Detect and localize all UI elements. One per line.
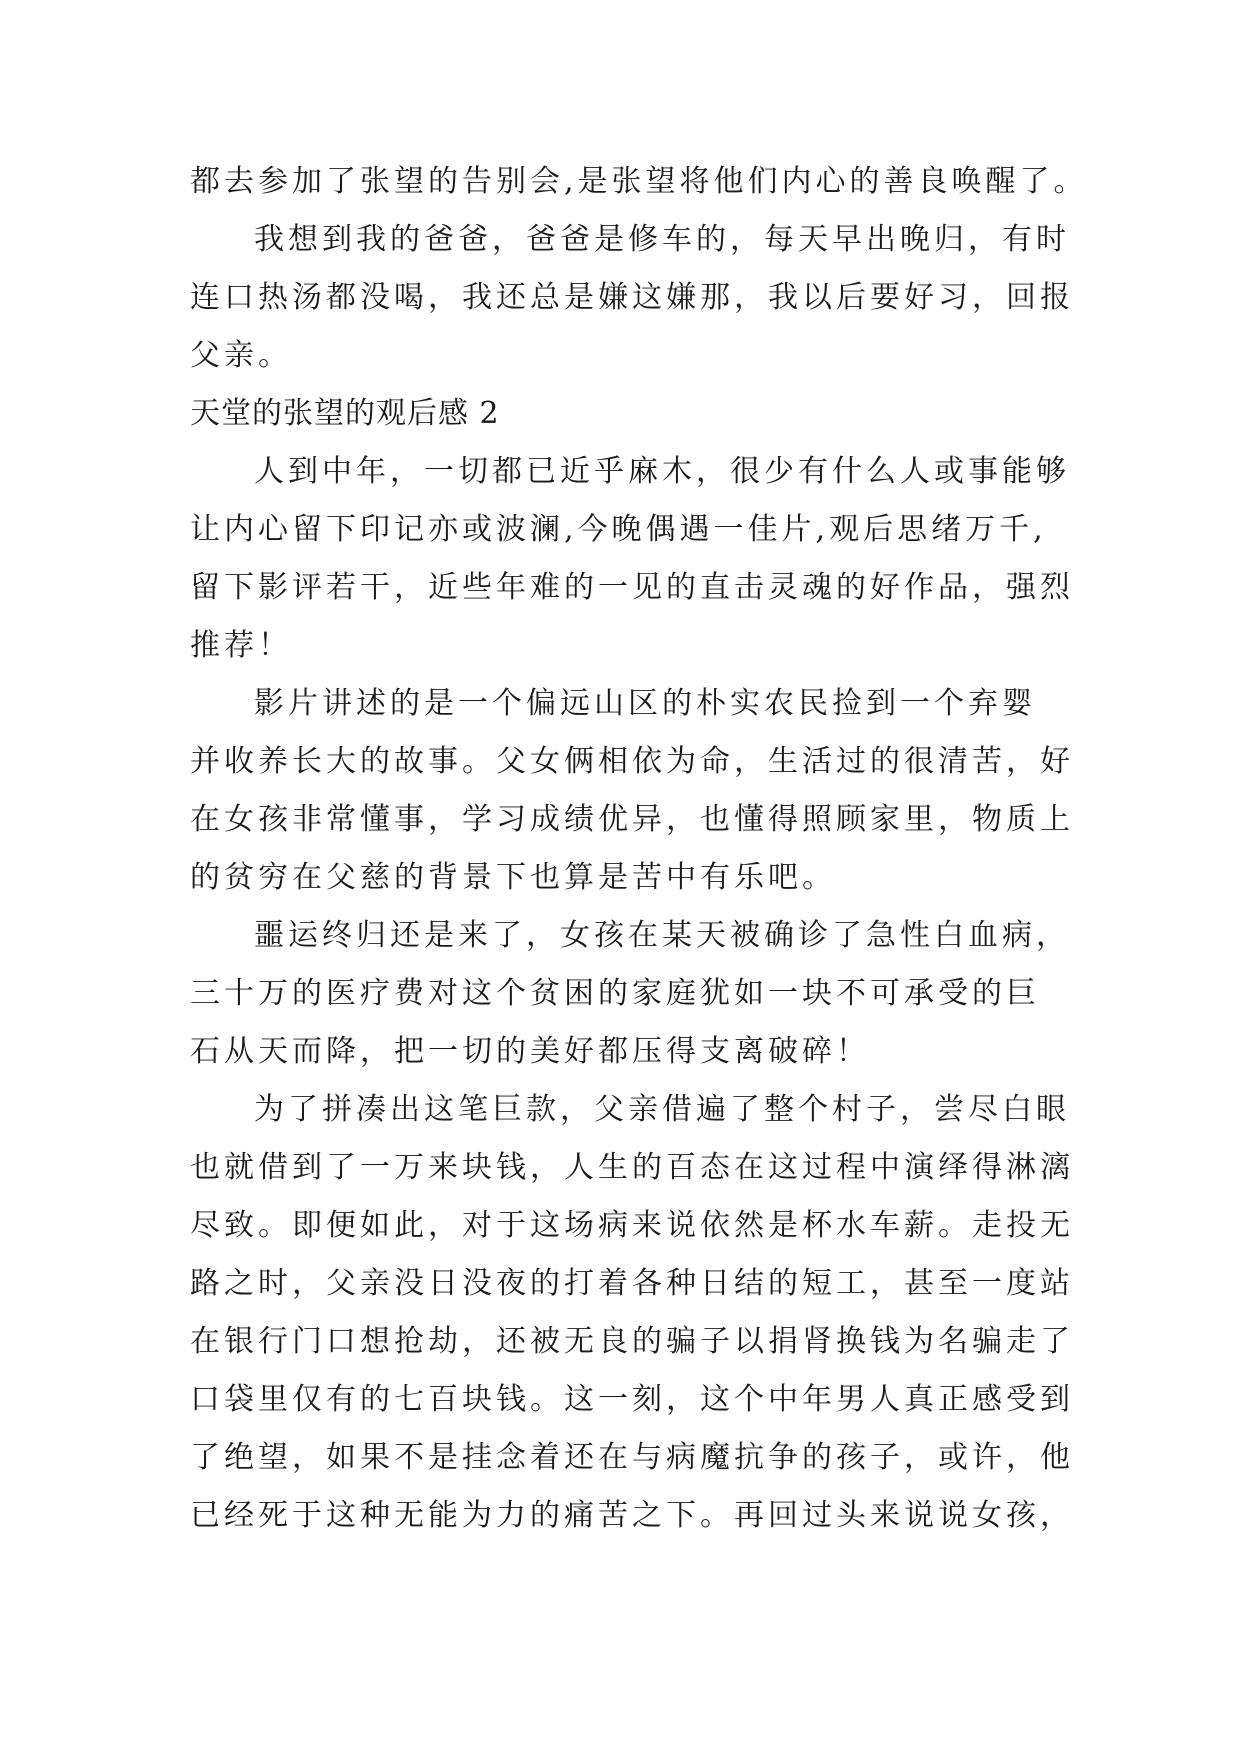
- section-heading: 天堂的张望的观后感 2: [190, 396, 500, 431]
- text-line: 尽致。即便如此，对于这场病来说依然是杯水车薪。走投无: [190, 1208, 1074, 1243]
- text-line: 路之时，父亲没日没夜的打着各种日结的短工，甚至一度站: [190, 1266, 1074, 1301]
- document-body: [190, 153, 1090, 1545]
- paragraph-start-line: 噩运终归还是来了，女孩在某天被确诊了急性白血病，: [254, 918, 1070, 953]
- paragraph-start-line: 人到中年，一切都已近乎麻木，很少有什么人或事能够: [254, 454, 1070, 489]
- paragraph-start-line: 为了拼凑出这笔巨款，父亲借遍了整个村子，尝尽白眼: [254, 1092, 1070, 1127]
- paragraph-start-line: 我想到我的爸爸，爸爸是修车的，每天早出晚归，有时: [254, 222, 1070, 257]
- text-line: 也就借到了一万来块钱，人生的百态在这过程中演绎得淋漓: [190, 1150, 1074, 1185]
- text-line: 让内心留下印记亦或波澜,今晚偶遇一佳片,观后思绪万千,: [190, 512, 1047, 547]
- text-line: 并收养长大的故事。父女俩相依为命，生活过的很清苦，好: [190, 744, 1074, 779]
- text-line: 连口热汤都没喝，我还总是嫌这嫌那，我以后要好习，回报: [190, 280, 1074, 315]
- text-line: 石从天而降，把一切的美好都压得支离破碎！: [190, 1034, 870, 1069]
- paragraph-start-line: 影片讲述的是一个偏远山区的朴实农民捡到一个弃婴: [254, 686, 1036, 721]
- text-line: 了绝望，如果不是挂念着还在与病魔抗争的孩子，或许，他: [190, 1440, 1074, 1475]
- text-line: 口袋里仅有的七百块钱。这一刻，这个中年男人真正感受到: [190, 1382, 1074, 1417]
- text-line: 推荐！: [190, 628, 292, 663]
- text-line: 都去参加了张望的告别会,是张望将他们内心的善良唤醒了。: [190, 164, 1088, 199]
- text-line: 三十万的医疗费对这个贫困的家庭犹如一块不可承受的巨: [190, 976, 1040, 1011]
- text-line: 已经死于这种无能为力的痛苦之下。再回过头来说说女孩，: [190, 1498, 1074, 1533]
- text-line: 的贫穷在父慈的背景下也算是苦中有乐吧。: [190, 860, 836, 895]
- text-line: 留下影评若干，近些年难的一见的直击灵魂的好作品，强烈: [190, 570, 1074, 605]
- text-line: 父亲。: [190, 338, 292, 373]
- text-line: 在银行门口想抢劫，还被无良的骗子以捐肾换钱为名骗走了: [190, 1324, 1074, 1359]
- text-line: 在女孩非常懂事，学习成绩优异，也懂得照顾家里，物质上: [190, 802, 1074, 837]
